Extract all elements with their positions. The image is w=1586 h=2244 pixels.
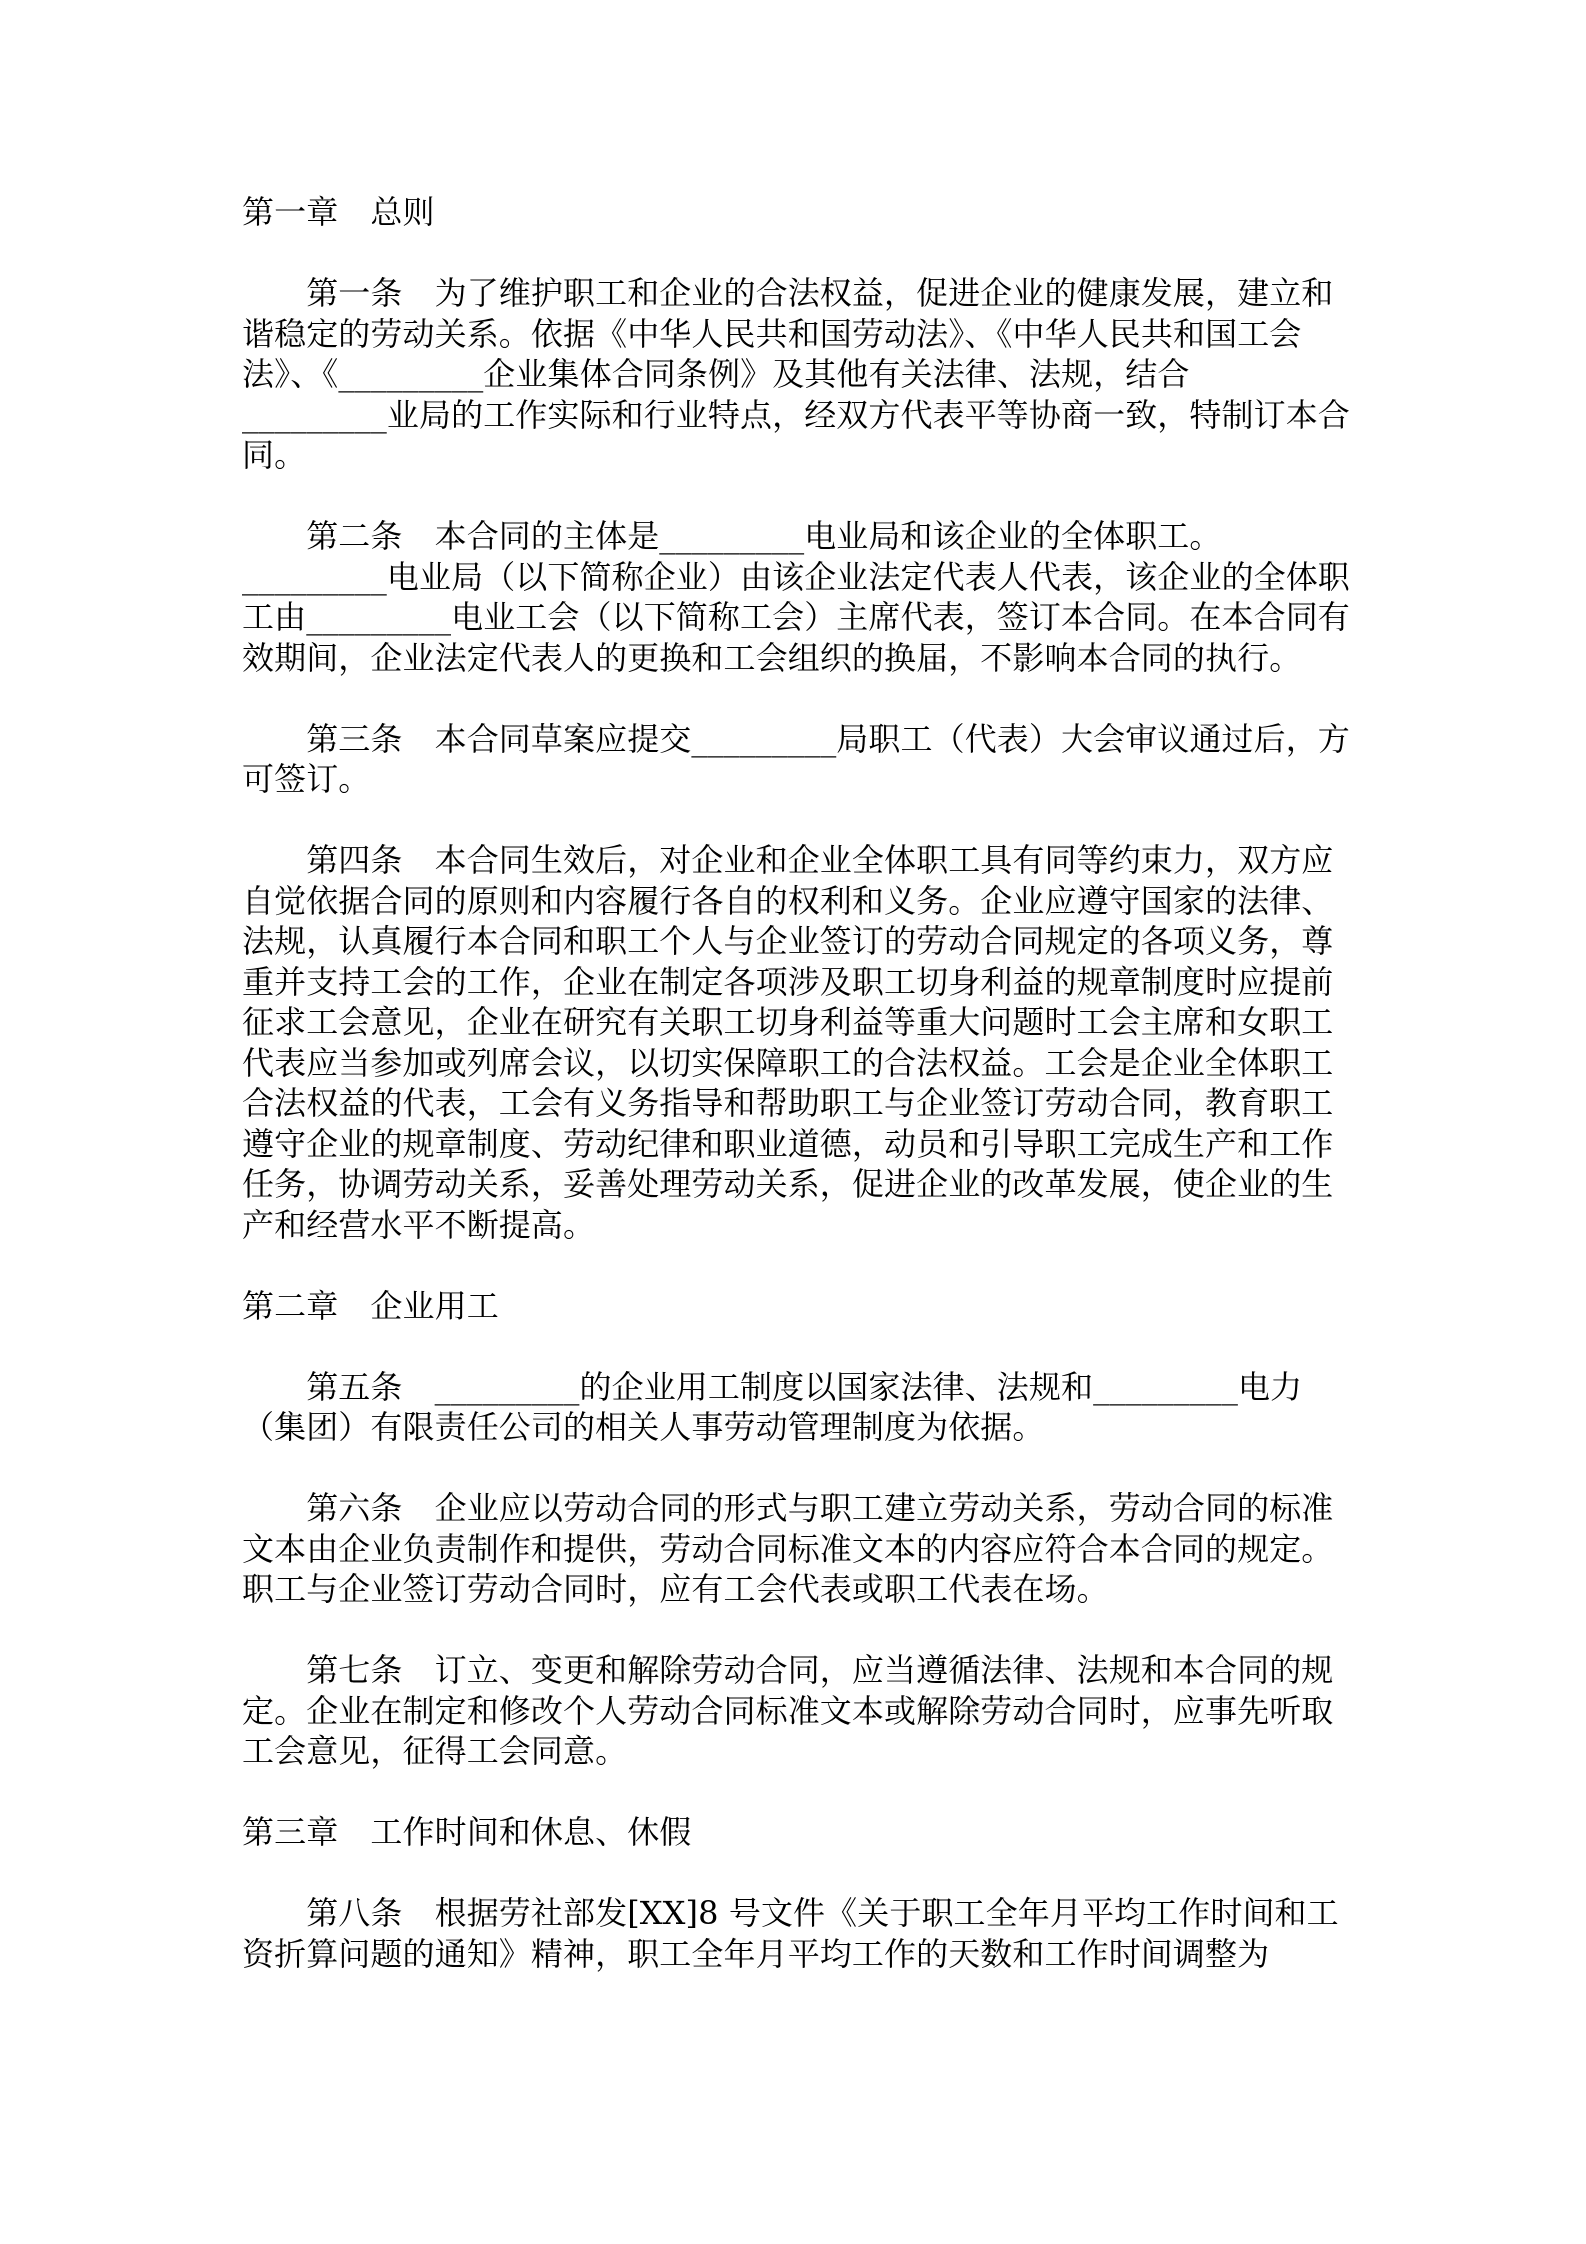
chapter-heading: 第三章 工作时间和休息、休假 <box>242 1813 692 1851</box>
article-line: 重并支持工会的工作，企业在制定各项涉及职工切身利益的规章制度时应提前 <box>242 962 1334 1001</box>
article-line: _________电业局（以下简称企业）由该企业法定代表人代表，该企业的全体职 <box>242 557 1350 596</box>
article-line: 第六条 企业应以劳动合同的形式与职工建立劳动关系，劳动合同的标准 <box>306 1489 1334 1527</box>
article-line: 第四条 本合同生效后，对企业和企业全体职工具有同等约束力，双方应 <box>306 841 1334 879</box>
article-2 <box>242 516 1382 678</box>
chapter-3 <box>242 1812 1382 1974</box>
chapter-heading: 第一章 总则 <box>242 193 435 231</box>
article-line: 第八条 根据劳社部发[XX]8 号文件《关于职工全年月平均工作时间和工 <box>306 1894 1339 1932</box>
chapter-heading: 第二章 企业用工 <box>242 1286 499 1325</box>
article-5 <box>242 1367 1382 1448</box>
article-line: 第五条 _________的企业用工制度以国家法律、法规和_________电力 <box>306 1367 1303 1406</box>
article-line: 征求工会意见，企业在研究有关职工切身利益等重大问题时工会主席和女职工 <box>242 1003 1334 1041</box>
article-7 <box>242 1650 1382 1772</box>
article-line: 谐稳定的劳动关系。依据《中华人民共和国劳动法》、《中华人民共和国工会 <box>242 314 1302 353</box>
article-line: 代表应当参加或列席会议，以切实保障职工的合法权益。工会是企业全体职工 <box>242 1043 1334 1082</box>
article-line: 同。 <box>242 436 307 474</box>
article-line: 第三条 本合同草案应提交_________局职工（代表）大会审议通过后，方 <box>306 719 1350 758</box>
article-line: 职工与企业签订劳动合同时，应有工会代表或职工代表在场。 <box>242 1570 1109 1608</box>
article-line: 资折算问题的通知》精神，职工全年月平均工作的天数和工作时间调整为 <box>242 1934 1270 1973</box>
article-line: 自觉依据合同的原则和内容履行各自的权利和义务。企业应遵守国家的法律、 <box>242 881 1334 920</box>
article-line: 任务，协调劳动关系，妥善处理劳动关系，促进企业的改革发展，使企业的生 <box>242 1165 1334 1203</box>
article-line: 产和经营水平不断提高。 <box>242 1205 596 1244</box>
article-line: _________业局的工作实际和行业特点，经双方代表平等协商一致，特制订本合 <box>242 395 1350 434</box>
article-line: 第二条 本合同的主体是_________电业局和该企业的全体职工。 <box>306 517 1222 555</box>
article-line: 效期间，企业法定代表人的更换和工会组织的换届，不影响本合同的执行。 <box>242 638 1302 677</box>
article-line: （集团）有限责任公司的相关人事劳动管理制度为依据。 <box>242 1408 1045 1446</box>
article-1 <box>242 273 1382 476</box>
article-line: 定。企业在制定和修改个人劳动合同标准文本或解除劳动合同时，应事先听取 <box>242 1691 1334 1730</box>
article-6 <box>242 1488 1382 1610</box>
article-8 <box>242 1893 1382 1974</box>
article-4 <box>242 840 1382 1245</box>
article-line: 工会意见，征得工会同意。 <box>242 1732 628 1770</box>
document-body <box>242 192 1382 2015</box>
article-3 <box>242 719 1382 800</box>
article-line: 第一条 为了维护职工和企业的合法权益，促进企业的健康发展，建立和 <box>306 274 1334 312</box>
article-line: 法》、《_________企业集体合同条例》及其他有关法律、法规，结合 <box>242 355 1190 393</box>
chapter-2 <box>242 1286 1382 1772</box>
article-line: 第七条 订立、变更和解除劳动合同，应当遵循法律、法规和本合同的规 <box>306 1651 1334 1689</box>
article-line: 合法权益的代表，工会有义务指导和帮助职工与企业签订劳动合同，教育职工 <box>242 1084 1334 1122</box>
article-line: 遵守企业的规章制度、劳动纪律和职业道德，动员和引导职工完成生产和工作 <box>242 1124 1334 1163</box>
article-line: 法规，认真履行本合同和职工个人与企业签订的劳动合同规定的各项义务，尊 <box>242 922 1334 960</box>
chapter-1 <box>242 192 1382 1245</box>
article-line: 文本由企业负责制作和提供，劳动合同标准文本的内容应符合本合同的规定。 <box>242 1529 1334 1568</box>
article-line: 可签订。 <box>242 760 371 798</box>
article-line: 工由_________电业工会（以下简称工会）主席代表，签订本合同。在本合同有 <box>242 598 1350 636</box>
